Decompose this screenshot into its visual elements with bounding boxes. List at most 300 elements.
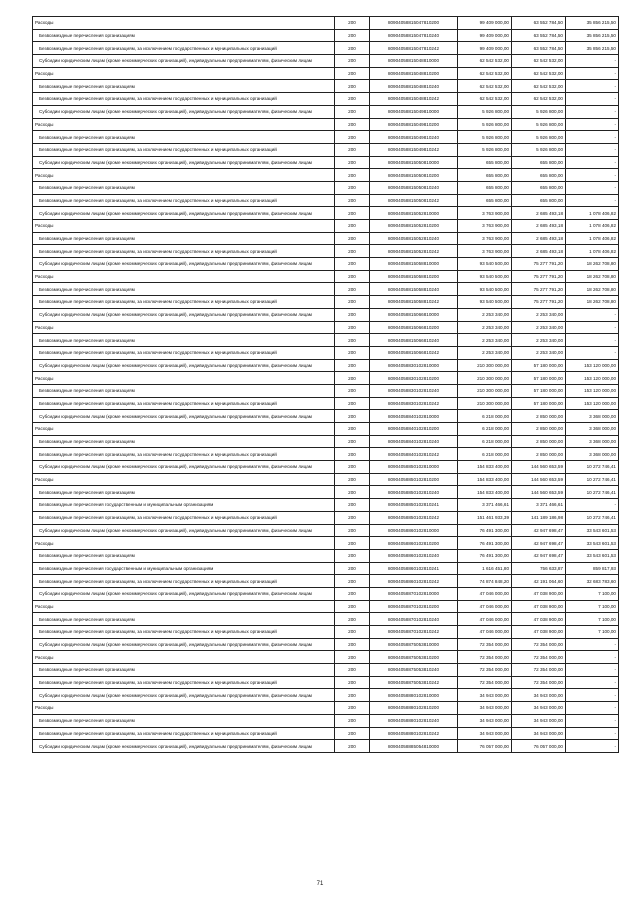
approved-amount-cell: 151 461 933,39 [458, 511, 512, 524]
executed-amount-cell: 2 253 340,00 [512, 321, 566, 334]
table-row [33, 727, 619, 740]
budget-table-sheet [32, 16, 618, 753]
table-row [33, 346, 619, 359]
table-row [33, 423, 619, 436]
executed-amount-cell: 47 038 900,00 [512, 600, 566, 613]
approved-amount-cell: 1 616 451,80 [458, 562, 512, 575]
executed-amount-cell: 3 371 466,61 [512, 499, 566, 512]
executed-amount-cell: 57 180 000,00 [512, 397, 566, 410]
approved-amount-cell: 76 491 300,00 [458, 549, 512, 562]
line-code-cell: 200 [335, 372, 370, 385]
approved-amount-cell: 76 491 300,00 [458, 524, 512, 537]
budget-code-cell: 80904058830102810000 [370, 359, 458, 372]
line-code-cell: 200 [335, 220, 370, 233]
item-name-cell: Расходы [33, 537, 335, 550]
executed-amount-cell: 2 850 000,00 [512, 410, 566, 423]
budget-code-cell: 80904058815052810000 [370, 207, 458, 220]
line-code-cell: 200 [335, 714, 370, 727]
item-name-cell: Безвозмездные перечисления организациям, за исключением государственных и муниципальных организаций [33, 245, 335, 258]
unexecuted-amount-cell: 35 856 215,50 [566, 42, 619, 55]
approved-amount-cell: 2 253 340,00 [458, 334, 512, 347]
budget-code-cell: 80904058875053810000 [370, 638, 458, 651]
budget-code-cell: 80904058840102810000 [370, 410, 458, 423]
item-name-cell: Расходы [33, 702, 335, 715]
unexecuted-amount-cell: 18 262 708,80 [566, 258, 619, 271]
executed-amount-cell: 655 800,00 [512, 181, 566, 194]
budget-code-cell: 80904058860102810242 [370, 575, 458, 588]
executed-amount-cell: 756 633,87 [512, 562, 566, 575]
unexecuted-amount-cell: - [566, 651, 619, 664]
item-name-cell: Расходы [33, 220, 335, 233]
item-name-cell: Безвозмездные перечисления организациям [33, 232, 335, 245]
budget-code-cell: 80904058815058810200 [370, 270, 458, 283]
item-name-cell: Субсидии юридическим лицам (кроме некоммерческих организаций), индивидуальным предпринимателям, физическим лицам [33, 740, 335, 753]
table-row [33, 613, 619, 626]
table-row [33, 372, 619, 385]
budget-code-cell: 80904058875053810200 [370, 651, 458, 664]
executed-amount-cell: 655 800,00 [512, 156, 566, 169]
approved-amount-cell: 3 763 900,00 [458, 207, 512, 220]
budget-code-cell: 80904058850102810000 [370, 461, 458, 474]
line-code-cell: 200 [335, 473, 370, 486]
budget-code-cell: 80904058880102810200 [370, 702, 458, 715]
budget-code-cell: 80904058815066810000 [370, 308, 458, 321]
budget-code-cell: 80904058870102810200 [370, 600, 458, 613]
line-code-cell: 200 [335, 118, 370, 131]
unexecuted-amount-cell: - [566, 664, 619, 677]
item-name-cell: Расходы [33, 118, 335, 131]
approved-amount-cell: 47 046 000,00 [458, 626, 512, 639]
unexecuted-amount-cell: - [566, 321, 619, 334]
item-name-cell: Субсидии юридическим лицам (кроме некоммерческих организаций), индивидуальным предпринимателям, физическим лицам [33, 461, 335, 474]
budget-code-cell: 80904058815058810000 [370, 258, 458, 271]
line-code-cell: 200 [335, 105, 370, 118]
table-row [33, 105, 619, 118]
line-code-cell: 200 [335, 29, 370, 42]
budget-code-cell: 80904058850102810240 [370, 486, 458, 499]
line-code-cell: 200 [335, 486, 370, 499]
approved-amount-cell: 99 409 000,00 [458, 17, 512, 30]
approved-amount-cell: 2 253 340,00 [458, 321, 512, 334]
approved-amount-cell: 210 300 000,00 [458, 397, 512, 410]
executed-amount-cell: 34 943 000,00 [512, 714, 566, 727]
budget-code-cell: 80904058815050810240 [370, 181, 458, 194]
budget-code-cell: 80904058870102810000 [370, 587, 458, 600]
executed-amount-cell: 57 180 000,00 [512, 384, 566, 397]
executed-amount-cell: 655 800,00 [512, 194, 566, 207]
line-code-cell: 200 [335, 131, 370, 144]
line-code-cell: 200 [335, 613, 370, 626]
unexecuted-amount-cell: - [566, 105, 619, 118]
line-code-cell: 200 [335, 80, 370, 93]
item-name-cell: Безвозмездные перечисления организациям [33, 664, 335, 677]
line-code-cell: 200 [335, 321, 370, 334]
unexecuted-amount-cell: 859 817,93 [566, 562, 619, 575]
budget-code-cell: 80904058815058810242 [370, 296, 458, 309]
approved-amount-cell: 154 833 400,00 [458, 486, 512, 499]
unexecuted-amount-cell: 7 100,00 [566, 626, 619, 639]
line-code-cell: 200 [335, 727, 370, 740]
item-name-cell: Безвозмездные перечисления организациям [33, 80, 335, 93]
unexecuted-amount-cell: - [566, 181, 619, 194]
line-code-cell: 200 [335, 232, 370, 245]
executed-amount-cell: 655 800,00 [512, 169, 566, 182]
budget-code-cell: 80904058830102810242 [370, 397, 458, 410]
budget-code-cell: 80904058815050810000 [370, 156, 458, 169]
unexecuted-amount-cell: - [566, 689, 619, 702]
unexecuted-amount-cell: 1 078 406,82 [566, 245, 619, 258]
unexecuted-amount-cell: 153 120 000,00 [566, 372, 619, 385]
unexecuted-amount-cell: - [566, 194, 619, 207]
table-row [33, 17, 619, 30]
budget-code-cell: 80904058830102810240 [370, 384, 458, 397]
item-name-cell: Безвозмездные перечисления организациям, за исключением государственных и муниципальных организаций [33, 42, 335, 55]
executed-amount-cell: 2 850 000,00 [512, 435, 566, 448]
approved-amount-cell: 62 542 532,00 [458, 55, 512, 68]
table-body [33, 17, 619, 753]
item-name-cell: Расходы [33, 67, 335, 80]
approved-amount-cell: 154 833 400,00 [458, 473, 512, 486]
executed-amount-cell: 34 943 000,00 [512, 727, 566, 740]
table-row [33, 131, 619, 144]
line-code-cell: 200 [335, 676, 370, 689]
item-name-cell: Расходы [33, 169, 335, 182]
budget-code-cell: 80904058840102810240 [370, 435, 458, 448]
unexecuted-amount-cell: 7 100,00 [566, 600, 619, 613]
item-name-cell: Расходы [33, 321, 335, 334]
item-name-cell: Субсидии юридическим лицам (кроме некоммерческих организаций), индивидуальным предпринимателям, физическим лицам [33, 55, 335, 68]
line-code-cell: 200 [335, 524, 370, 537]
table-row [33, 549, 619, 562]
table-row [33, 499, 619, 512]
item-name-cell: Расходы [33, 473, 335, 486]
unexecuted-amount-cell: - [566, 93, 619, 106]
unexecuted-amount-cell: - [566, 346, 619, 359]
table-row [33, 486, 619, 499]
executed-amount-cell: 2 685 493,18 [512, 220, 566, 233]
executed-amount-cell: 2 850 000,00 [512, 448, 566, 461]
executed-amount-cell: 75 277 791,20 [512, 258, 566, 271]
item-name-cell: Безвозмездные перечисления организациям [33, 29, 335, 42]
budget-code-cell: 80904058815047810242 [370, 42, 458, 55]
item-name-cell: Безвозмездные перечисления организациям, за исключением государственных и муниципальных организаций [33, 194, 335, 207]
table-row [33, 702, 619, 715]
unexecuted-amount-cell: 7 100,00 [566, 613, 619, 626]
budget-code-cell: 80904058815049810000 [370, 105, 458, 118]
unexecuted-amount-cell: - [566, 702, 619, 715]
item-name-cell: Безвозмездные перечисления организациям, за исключением государственных и муниципальных организаций [33, 727, 335, 740]
unexecuted-amount-cell: 7 100,00 [566, 587, 619, 600]
line-code-cell: 200 [335, 638, 370, 651]
budget-code-cell: 80904058830102810200 [370, 372, 458, 385]
executed-amount-cell: 72 354 000,00 [512, 638, 566, 651]
line-code-cell: 200 [335, 740, 370, 753]
approved-amount-cell: 210 300 000,00 [458, 359, 512, 372]
item-name-cell: Расходы [33, 372, 335, 385]
table-row [33, 359, 619, 372]
budget-code-cell: 80904058815058810240 [370, 283, 458, 296]
budget-code-cell: 80904058875053810240 [370, 664, 458, 677]
unexecuted-amount-cell: 35 856 215,50 [566, 17, 619, 30]
executed-amount-cell: 75 277 791,20 [512, 296, 566, 309]
approved-amount-cell: 47 046 000,00 [458, 587, 512, 600]
line-code-cell: 200 [335, 562, 370, 575]
table-row [33, 321, 619, 334]
item-name-cell: Безвозмездные перечисления организациям [33, 549, 335, 562]
table-row [33, 80, 619, 93]
executed-amount-cell: 42 947 698,47 [512, 537, 566, 550]
executed-amount-cell: 75 277 791,20 [512, 270, 566, 283]
unexecuted-amount-cell: 33 543 601,53 [566, 537, 619, 550]
approved-amount-cell: 5 926 800,00 [458, 105, 512, 118]
budget-code-cell: 80904058850102810200 [370, 473, 458, 486]
executed-amount-cell: 5 926 800,00 [512, 118, 566, 131]
item-name-cell: Субсидии юридическим лицам (кроме некоммерческих организаций), индивидуальным предпринимателям, физическим лицам [33, 308, 335, 321]
item-name-cell: Расходы [33, 423, 335, 436]
unexecuted-amount-cell: - [566, 638, 619, 651]
line-code-cell: 200 [335, 537, 370, 550]
unexecuted-amount-cell: - [566, 67, 619, 80]
executed-amount-cell: 63 552 784,50 [512, 17, 566, 30]
unexecuted-amount-cell: - [566, 118, 619, 131]
line-code-cell: 200 [335, 626, 370, 639]
line-code-cell: 200 [335, 156, 370, 169]
budget-execution-table [32, 16, 619, 753]
approved-amount-cell: 5 926 800,00 [458, 143, 512, 156]
item-name-cell: Безвозмездные перечисления организациям, за исключением государственных и муниципальных организаций [33, 575, 335, 588]
unexecuted-amount-cell: 18 262 708,80 [566, 296, 619, 309]
item-name-cell: Безвозмездные перечисления организациям [33, 435, 335, 448]
line-code-cell: 200 [335, 181, 370, 194]
unexecuted-amount-cell: 18 262 708,80 [566, 270, 619, 283]
line-code-cell: 200 [335, 296, 370, 309]
approved-amount-cell: 93 540 500,00 [458, 296, 512, 309]
executed-amount-cell: 2 253 340,00 [512, 308, 566, 321]
item-name-cell: Субсидии юридическим лицам (кроме некоммерческих организаций), индивидуальным предпринимателям, физическим лицам [33, 638, 335, 651]
executed-amount-cell: 57 180 000,00 [512, 359, 566, 372]
budget-code-cell: 80904058815050810200 [370, 169, 458, 182]
item-name-cell: Субсидии юридическим лицам (кроме некоммерческих организаций), индивидуальным предпринимателям, физическим лицам [33, 689, 335, 702]
budget-code-cell: 80904058815052810240 [370, 232, 458, 245]
approved-amount-cell: 6 218 000,00 [458, 435, 512, 448]
table-row [33, 448, 619, 461]
approved-amount-cell: 3 371 466,61 [458, 499, 512, 512]
executed-amount-cell: 144 560 653,59 [512, 486, 566, 499]
executed-amount-cell: 2 850 000,00 [512, 423, 566, 436]
executed-amount-cell: 57 180 000,00 [512, 372, 566, 385]
budget-code-cell: 80904058860102810200 [370, 537, 458, 550]
table-row [33, 473, 619, 486]
line-code-cell: 200 [335, 283, 370, 296]
table-row [33, 626, 619, 639]
line-code-cell: 200 [335, 258, 370, 271]
table-row [33, 93, 619, 106]
executed-amount-cell: 2 685 493,18 [512, 245, 566, 258]
unexecuted-amount-cell: 153 120 000,00 [566, 384, 619, 397]
unexecuted-amount-cell: - [566, 308, 619, 321]
executed-amount-cell: 72 354 000,00 [512, 664, 566, 677]
executed-amount-cell: 144 560 653,59 [512, 461, 566, 474]
line-code-cell: 200 [335, 42, 370, 55]
item-name-cell: Расходы [33, 600, 335, 613]
item-name-cell: Безвозмездные перечисления организациям [33, 181, 335, 194]
table-row [33, 207, 619, 220]
approved-amount-cell: 47 046 000,00 [458, 613, 512, 626]
approved-amount-cell: 93 540 500,00 [458, 270, 512, 283]
executed-amount-cell: 42 947 698,47 [512, 524, 566, 537]
budget-code-cell: 80904058815048810000 [370, 55, 458, 68]
executed-amount-cell: 62 542 532,00 [512, 93, 566, 106]
table-row [33, 651, 619, 664]
item-name-cell: Субсидии юридическим лицам (кроме некоммерческих организаций), индивидуальным предпринимателям, физическим лицам [33, 587, 335, 600]
budget-code-cell: 80904058815052810242 [370, 245, 458, 258]
unexecuted-amount-cell: 10 272 746,41 [566, 473, 619, 486]
table-row [33, 220, 619, 233]
budget-code-cell: 80904058880102810242 [370, 727, 458, 740]
approved-amount-cell: 655 800,00 [458, 181, 512, 194]
unexecuted-amount-cell: - [566, 727, 619, 740]
approved-amount-cell: 72 354 000,00 [458, 638, 512, 651]
approved-amount-cell: 34 943 000,00 [458, 702, 512, 715]
line-code-cell: 200 [335, 435, 370, 448]
approved-amount-cell: 74 874 848,20 [458, 575, 512, 588]
approved-amount-cell: 34 943 000,00 [458, 689, 512, 702]
executed-amount-cell: 63 552 784,50 [512, 29, 566, 42]
approved-amount-cell: 210 300 000,00 [458, 372, 512, 385]
approved-amount-cell: 62 542 532,00 [458, 67, 512, 80]
budget-code-cell: 80904058850102810242 [370, 511, 458, 524]
unexecuted-amount-cell: 33 543 601,53 [566, 524, 619, 537]
approved-amount-cell: 6 218 000,00 [458, 448, 512, 461]
executed-amount-cell: 75 277 791,20 [512, 283, 566, 296]
line-code-cell: 200 [335, 55, 370, 68]
executed-amount-cell: 47 038 900,00 [512, 613, 566, 626]
budget-code-cell: 80904058815049810240 [370, 131, 458, 144]
line-code-cell: 200 [335, 423, 370, 436]
executed-amount-cell: 47 038 900,00 [512, 626, 566, 639]
table-row [33, 537, 619, 550]
table-row [33, 461, 619, 474]
table-row [33, 410, 619, 423]
table-row [33, 638, 619, 651]
budget-code-cell: 80904058815048810240 [370, 80, 458, 93]
line-code-cell: 200 [335, 549, 370, 562]
line-code-cell: 200 [335, 410, 370, 423]
unexecuted-amount-cell: 10 272 746,41 [566, 511, 619, 524]
unexecuted-amount-cell: - [566, 55, 619, 68]
executed-amount-cell: 5 926 800,00 [512, 105, 566, 118]
unexecuted-amount-cell: 18 262 708,80 [566, 283, 619, 296]
item-name-cell: Субсидии юридическим лицам (кроме некоммерческих организаций), индивидуальным предпринимателям, физическим лицам [33, 156, 335, 169]
line-code-cell: 200 [335, 67, 370, 80]
budget-code-cell: 80904058870102810240 [370, 613, 458, 626]
approved-amount-cell: 99 409 000,00 [458, 29, 512, 42]
line-code-cell: 200 [335, 499, 370, 512]
approved-amount-cell: 655 800,00 [458, 194, 512, 207]
line-code-cell: 200 [335, 308, 370, 321]
table-row [33, 55, 619, 68]
item-name-cell: Безвозмездные перечисления организациям [33, 613, 335, 626]
budget-code-cell: 80904058815047810200 [370, 17, 458, 30]
unexecuted-amount-cell: - [566, 714, 619, 727]
budget-code-cell: 80904058880102810240 [370, 714, 458, 727]
approved-amount-cell: 62 542 532,00 [458, 93, 512, 106]
approved-amount-cell: 47 046 000,00 [458, 600, 512, 613]
table-row [33, 118, 619, 131]
budget-code-cell: 80904058815049810242 [370, 143, 458, 156]
table-row [33, 270, 619, 283]
table-row [33, 181, 619, 194]
item-name-cell: Безвозмездные перечисления организациям [33, 283, 335, 296]
unexecuted-amount-cell: 10 272 746,41 [566, 461, 619, 474]
item-name-cell: Субсидии юридическим лицам (кроме некоммерческих организаций), индивидуальным предпринимателям, физическим лицам [33, 524, 335, 537]
approved-amount-cell: 655 800,00 [458, 169, 512, 182]
page-number: 71 [316, 881, 324, 887]
executed-amount-cell: 34 943 000,00 [512, 689, 566, 702]
executed-amount-cell: 62 542 532,00 [512, 80, 566, 93]
table-row [33, 334, 619, 347]
item-name-cell: Безвозмездные перечисления организациям [33, 714, 335, 727]
table-row [33, 689, 619, 702]
budget-code-cell: 80904058860102810000 [370, 524, 458, 537]
approved-amount-cell: 93 540 500,00 [458, 283, 512, 296]
table-row [33, 384, 619, 397]
budget-code-cell: 80904058870102810242 [370, 626, 458, 639]
unexecuted-amount-cell: - [566, 80, 619, 93]
budget-code-cell: 80904058815048810242 [370, 93, 458, 106]
unexecuted-amount-cell: - [566, 156, 619, 169]
item-name-cell: Безвозмездные перечисления организациям, за исключением государственных и муниципальных организаций [33, 676, 335, 689]
table-row [33, 245, 619, 258]
executed-amount-cell: 62 542 532,00 [512, 67, 566, 80]
table-row [33, 511, 619, 524]
item-name-cell: Безвозмездные перечисления организациям, за исключением государственных и муниципальных организаций [33, 511, 335, 524]
approved-amount-cell: 154 833 400,00 [458, 461, 512, 474]
line-code-cell: 200 [335, 384, 370, 397]
table-row [33, 308, 619, 321]
item-name-cell: Субсидии юридическим лицам (кроме некоммерческих организаций), индивидуальным предпринимателям, физическим лицам [33, 359, 335, 372]
unexecuted-amount-cell: 3 368 000,00 [566, 423, 619, 436]
item-name-cell: Безвозмездные перечисления организациям [33, 486, 335, 499]
table-row [33, 29, 619, 42]
item-name-cell: Безвозмездные перечисления организациям, за исключением государственных и муниципальных организаций [33, 397, 335, 410]
executed-amount-cell: 62 542 532,00 [512, 55, 566, 68]
approved-amount-cell: 76 491 300,00 [458, 537, 512, 550]
budget-code-cell: 80904058815050810242 [370, 194, 458, 207]
item-name-cell: Расходы [33, 270, 335, 283]
executed-amount-cell: 34 943 000,00 [512, 702, 566, 715]
line-code-cell: 200 [335, 600, 370, 613]
unexecuted-amount-cell: 153 120 000,00 [566, 397, 619, 410]
line-code-cell: 200 [335, 169, 370, 182]
item-name-cell: Безвозмездные перечисления организациям, за исключением государственных и муниципальных организаций [33, 296, 335, 309]
approved-amount-cell: 93 540 500,00 [458, 258, 512, 271]
line-code-cell: 200 [335, 270, 370, 283]
budget-code-cell: 80904058850102810241 [370, 499, 458, 512]
line-code-cell: 200 [335, 448, 370, 461]
item-name-cell: Безвозмездные перечисления организациям, за исключением государственных и муниципальных организаций [33, 346, 335, 359]
budget-code-cell: 80904058860102810241 [370, 562, 458, 575]
line-code-cell: 200 [335, 511, 370, 524]
executed-amount-cell: 42 191 064,60 [512, 575, 566, 588]
line-code-cell: 200 [335, 334, 370, 347]
table-row [33, 296, 619, 309]
table-row [33, 42, 619, 55]
budget-code-cell: 80904058815066810240 [370, 334, 458, 347]
table-row [33, 397, 619, 410]
table-row [33, 575, 619, 588]
budget-code-cell: 80904058885054810000 [370, 740, 458, 753]
